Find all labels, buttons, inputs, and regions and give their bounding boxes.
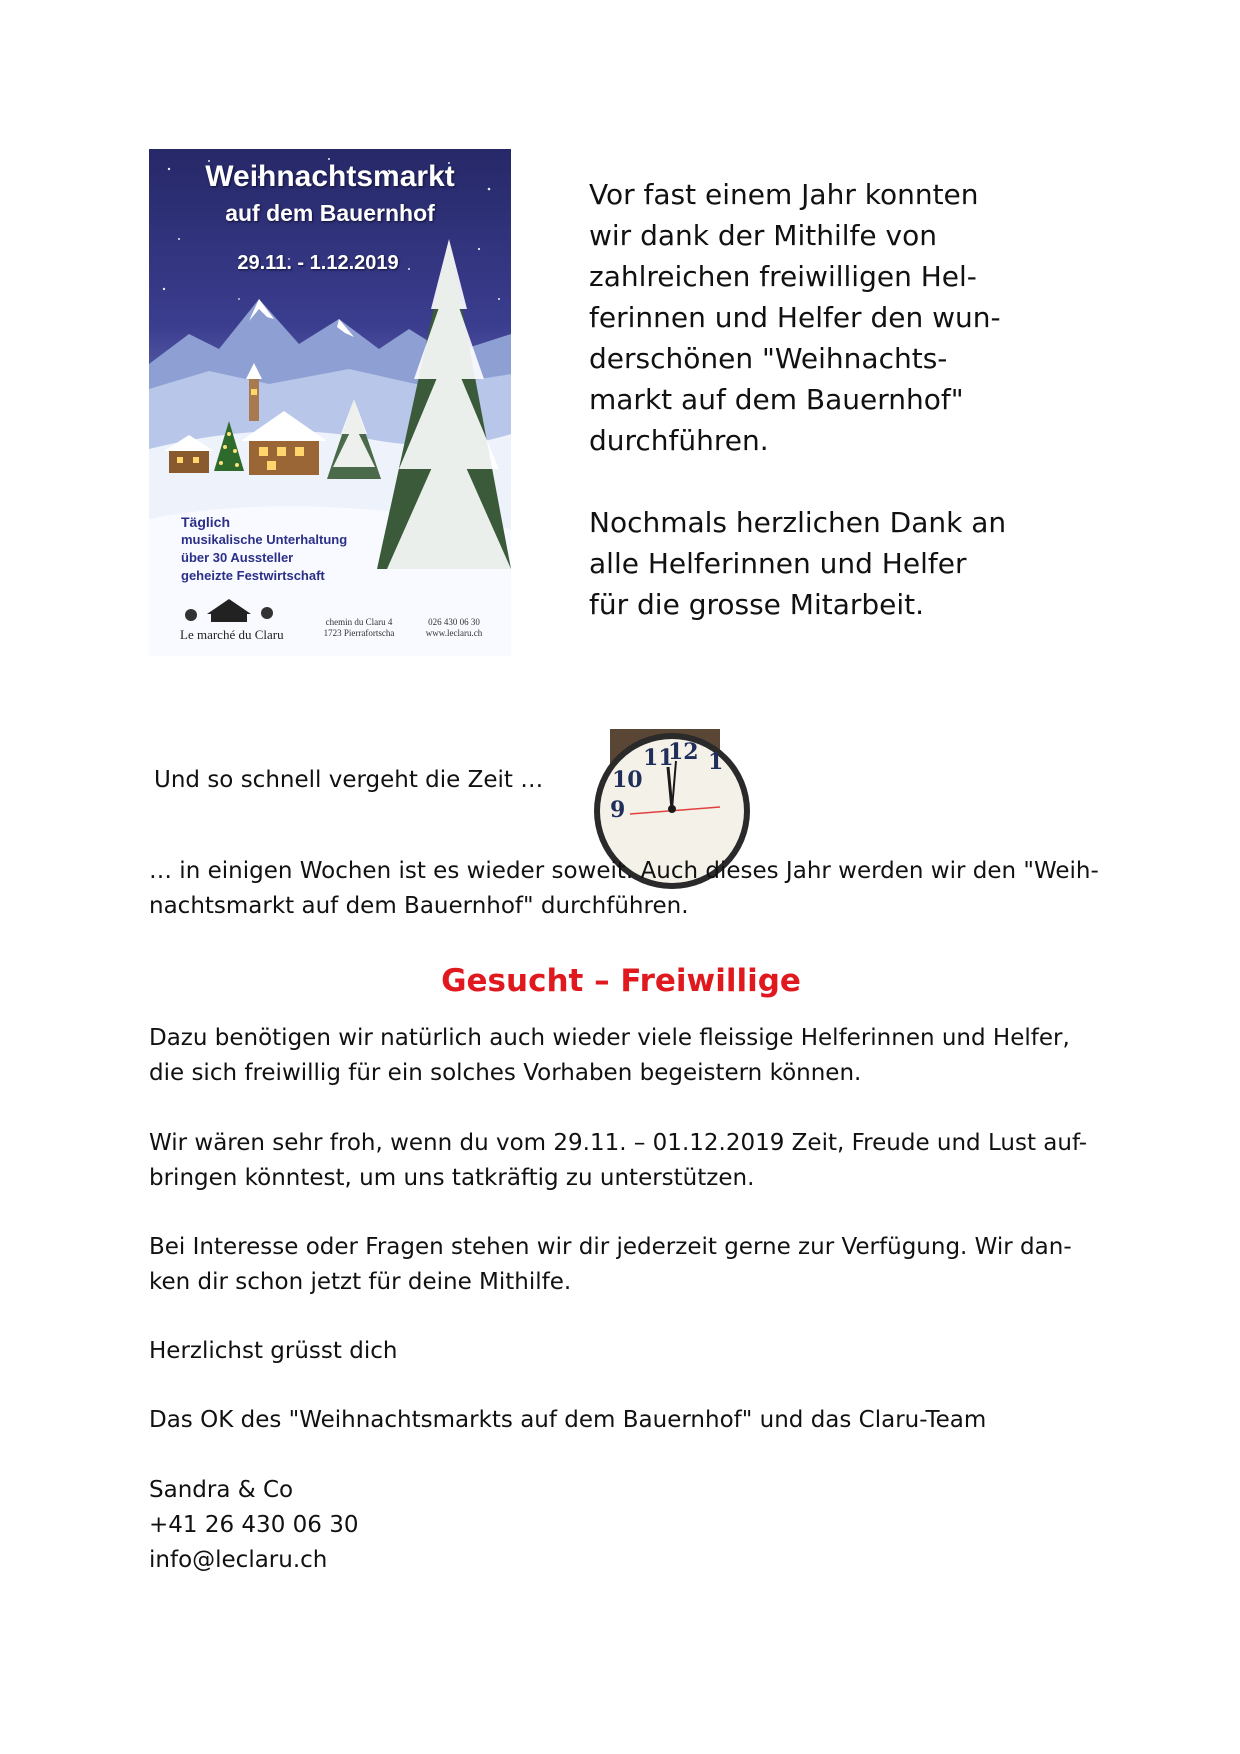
- intro-line: durchführen.: [589, 424, 769, 457]
- body-line: Bei Interesse oder Fragen stehen wir dir jederzeit gerne zur Verfügung. Wir dan-: [149, 1234, 1072, 1260]
- poster-features: [181, 513, 347, 585]
- intro-line: wir dank der Mithilfe von: [589, 219, 937, 252]
- time-passing-line: Und so schnell vergeht die Zeit …: [154, 767, 544, 793]
- signoff: [149, 1403, 1109, 1438]
- clock-image: [610, 729, 724, 823]
- intro-line: derschönen "Weihnachts-: [589, 342, 948, 375]
- signature-block: [149, 1473, 1109, 1578]
- poster-feature: geheizte Festwirtschaft: [181, 568, 325, 583]
- signature-email[interactable]: info@leclaru.ch: [149, 1547, 328, 1573]
- poster-phone: 026 430 06 30: [428, 617, 480, 627]
- intro-line: zahlreichen freiwilligen Hel-: [589, 260, 977, 293]
- poster-subtitle: auf dem Bauernhof: [225, 200, 435, 226]
- poster-logo-name: Le marché du Claru: [180, 627, 284, 642]
- clock-numeral: 1: [708, 749, 724, 775]
- event-poster: [149, 149, 511, 656]
- announcement-text: [149, 854, 1109, 924]
- body-line: ken dir schon jetzt für deine Mithilfe.: [149, 1269, 572, 1295]
- intro-text: [589, 174, 1049, 625]
- greeting: [149, 1334, 1109, 1369]
- poster-address-line: 1723 Pierrafortscha: [323, 628, 395, 638]
- intro-line: markt auf dem Bauernhof": [589, 383, 964, 416]
- body-paragraph-3: [149, 1230, 1109, 1300]
- poster-title: Weihnachtsmarkt: [205, 160, 455, 193]
- body-line: bringen könntest, um uns tatkräftig zu unterstützen.: [149, 1165, 755, 1191]
- intro-line: Vor fast einem Jahr konnten: [589, 178, 979, 211]
- poster-feature: über 30 Aussteller: [181, 550, 294, 565]
- announcement-line: … in einigen Wochen ist es wieder soweit. Auch dieses Jahr werden wir den "Weih-: [149, 858, 1099, 884]
- clock-numeral: 9: [610, 797, 626, 823]
- poster-feature: musikalische Unterhaltung: [181, 532, 348, 547]
- announcement-line: nachtsmarkt auf dem Bauernhof" durchführen.: [149, 893, 689, 919]
- body-line: Dazu benötigen wir natürlich auch wieder viele fleissige Helferinnen und Helfer,: [149, 1025, 1070, 1051]
- poster-address-line: chemin du Claru 4: [325, 617, 393, 627]
- clock-numeral: 12: [668, 739, 699, 765]
- intro-line: alle Helferinnen und Helfer: [589, 547, 967, 580]
- volunteers-heading: Gesucht – Freiwillige: [441, 963, 801, 999]
- signature-name: Sandra & Co: [149, 1477, 294, 1503]
- intro-line: für die grosse Mitarbeit.: [589, 588, 925, 621]
- poster-website: www.leclaru.ch: [425, 628, 483, 638]
- clock-numeral: 10: [612, 767, 643, 793]
- intro-line: ferinnen und Helfer den wun-: [589, 301, 1001, 334]
- clock-numeral: 11: [643, 745, 674, 771]
- poster-feature: Täglich: [181, 514, 231, 530]
- body-paragraph-1: [149, 1021, 1109, 1091]
- poster-address: [314, 617, 404, 639]
- poster-contact: [414, 617, 494, 639]
- body-paragraph-2: [149, 1126, 1109, 1196]
- greeting-line: Herzlichst grüsst dich: [149, 1338, 398, 1364]
- intro-line: Nochmals herzlichen Dank an: [589, 506, 1007, 539]
- signature-phone: +41 26 430 06 30: [149, 1512, 359, 1538]
- poster-dates: 29.11. - 1.12.2019: [237, 252, 399, 274]
- signoff-line: Das OK des "Weihnachtsmarkts auf dem Bauernhof" und das Claru-Team: [149, 1407, 987, 1433]
- body-line: Wir wären sehr froh, wenn du vom 29.11. – 01.12.2019 Zeit, Freude und Lust auf-: [149, 1130, 1088, 1156]
- clock-face-icon: [610, 729, 724, 823]
- body-line: die sich freiwillig für ein solches Vorhaben begeistern können.: [149, 1060, 862, 1086]
